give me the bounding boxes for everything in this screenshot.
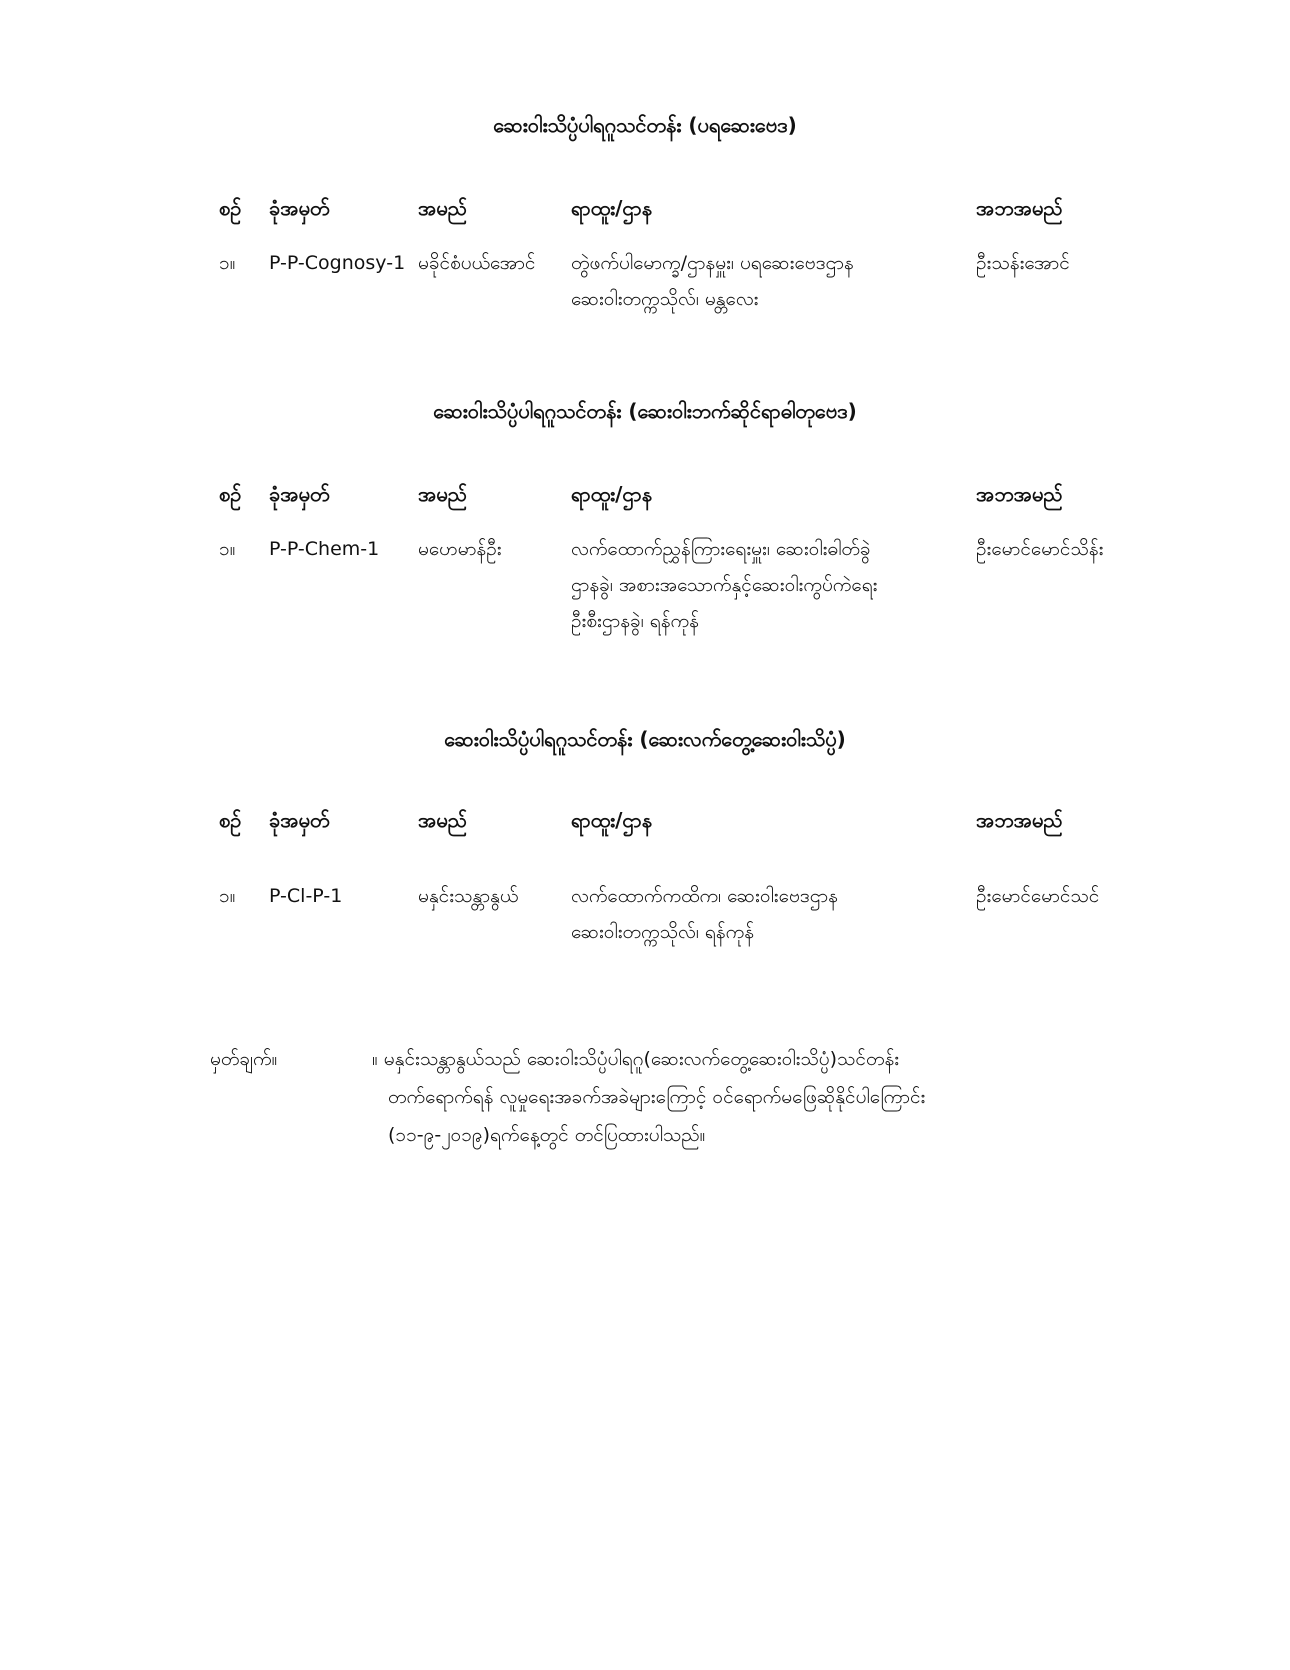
header-name: အမည် — [418, 196, 468, 220]
row-name: မနှင်းသန္တာနွယ် — [418, 885, 519, 907]
section-title: ဆေးဝါးသိပ္ပံပါရဂူသင်တန်း (ဆေးဝါးဘက်ဆိုင်ရာဓါတုဗေဒ) — [433, 399, 857, 423]
header-name: အမည် — [418, 482, 468, 506]
row-roll-no: P-Cl-P-1 — [269, 885, 343, 907]
row-father-name: ဦးသန်းအောင် — [976, 252, 1070, 274]
header-roll-no: ခုံအမှတ် — [269, 808, 330, 832]
row-serial-no: ၁။ — [219, 538, 236, 560]
row-father-name: ဦးမောင်မောင်သင် — [976, 885, 1100, 907]
position-line: တွဲဖက်ပါမောက္ခ/ဌာနမှူး၊ ပရဆေးဗေဒဌာန — [571, 252, 854, 274]
row-position-dept — [571, 245, 966, 317]
header-serial-no: စဉ် — [219, 196, 242, 220]
note-label: မှတ်ချက်။ — [210, 1048, 278, 1070]
row-serial-no: ၁။ — [219, 252, 236, 274]
header-father-name: အဘအမည် — [976, 808, 1063, 832]
row-roll-no: P-P-Cognosy-1 — [269, 252, 406, 274]
position-line: လက်ထောက်ကထိက၊ ဆေးဝါးဗေဒဌာန — [571, 885, 838, 907]
position-line: ဌာနခွဲ၊ အစားအသောက်နှင့်ဆေးဝါးကွပ်ကဲရေး — [571, 574, 878, 596]
header-position-dept: ရာထူး/ဌာန — [571, 808, 653, 832]
header-father-name: အဘအမည် — [976, 196, 1063, 220]
header-position-dept: ရာထူး/ဌာန — [571, 196, 653, 220]
row-serial-no: ၁။ — [219, 885, 236, 907]
header-father-name: အဘအမည် — [976, 482, 1063, 506]
header-name: အမည် — [418, 808, 468, 832]
position-line: ဦးစီးဌာနခွဲ၊ ရန်ကုန် — [571, 610, 699, 632]
header-roll-no: ခုံအမှတ် — [269, 482, 330, 506]
header-position-dept: ရာထူး/ဌာန — [571, 482, 653, 506]
position-line: လက်ထောက်ညွှန်ကြားရေးမှူး၊ ဆေးဝါးဓါတ်ခွဲ — [571, 538, 871, 560]
row-name: မခိုင်စံပယ်အောင် — [418, 252, 536, 274]
note-text — [372, 1040, 1062, 1154]
note-line: (၁၁-၉-၂၀၁၉)ရက်နေ့တွင် တင်ပြထားပါသည်။ — [388, 1124, 706, 1146]
section-title: ဆေးဝါးသိပ္ပံပါရဂူသင်တန်း (ဆေးလက်တွေ့ဆေးဝါးသိပ္ပံ) — [444, 727, 846, 751]
row-name: မဟေမာန်ဦး — [418, 538, 502, 560]
row-position-dept — [571, 878, 966, 950]
row-roll-no: P-P-Chem-1 — [269, 538, 380, 560]
header-roll-no: ခုံအမှတ် — [269, 196, 330, 220]
row-father-name: ဦးမောင်မောင်သိန်း — [976, 538, 1104, 560]
note-line: ။ မနှင်းသန္တာနွယ်သည် ဆေးဝါးသိပ္ပံပါရဂူ(ဆေးလက်တွေ့ဆေးဝါးသိပ္ပံ)သင်တန်း — [372, 1048, 900, 1070]
section-title: ဆေးဝါးသိပ္ပံပါရဂူသင်တန်း (ပရဆေးဗေဒ) — [493, 113, 797, 137]
position-line: ဆေးဝါးတက္ကသိုလ်၊ ရန်ကုန် — [571, 921, 755, 943]
note-line: တက်ရောက်ရန် လူမှုရေးအခက်အခဲများကြောင့် ဝင်ရောက်မဖြေဆိုနိုင်ပါကြောင်း — [388, 1086, 926, 1108]
header-serial-no: စဉ် — [219, 482, 242, 506]
header-serial-no: စဉ် — [219, 808, 242, 832]
position-line: ဆေးဝါးတက္ကသိုလ်၊ မန္တလေး — [571, 288, 759, 310]
row-position-dept — [571, 531, 966, 639]
